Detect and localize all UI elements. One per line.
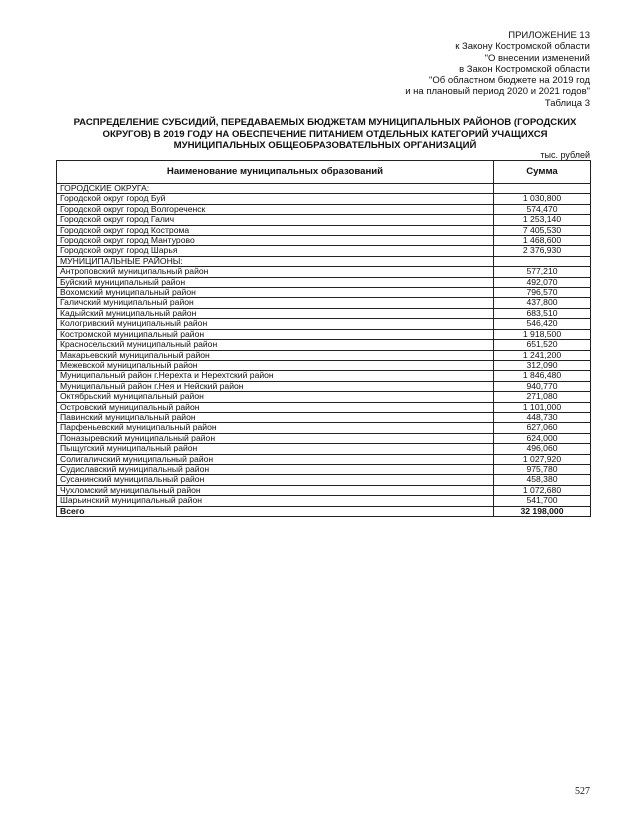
- document-title: РАСПРЕДЕЛЕНИЕ СУБСИДИЙ, ПЕРЕДАВАЕМЫХ БЮДЖЕТАМ МУНИЦИПАЛЬНЫХ РАЙОНОВ (ГОРОДСКИХ ОКРУГОВ) В 2019 ГОДУ НА ОБЕСПЕЧЕНИЕ ПИТАНИЕМ ОТДЕЛЬНЫХ КАТЕГОРИЙ УЧАЩИХСЯ МУНИЦИПАЛЬНЫХ ОБЩЕОБРАЗОВАТЕЛЬНЫХ ОРГАНИЗАЦИЙ: [73, 117, 577, 151]
- municipality-name: Пыщугский муниципальный район: [57, 444, 494, 454]
- municipality-name: Красносельский муниципальный район: [57, 340, 494, 350]
- subsidy-amount: 975,780: [494, 464, 591, 474]
- municipality-name: Галичский муниципальный район: [57, 298, 494, 308]
- table-row: [57, 319, 591, 329]
- table-row: [57, 246, 591, 256]
- municipality-name: Антроповский муниципальный район: [57, 267, 494, 277]
- municipality-name: Судиславский муниципальный район: [57, 464, 494, 474]
- table-row: [57, 184, 591, 194]
- table-row: [57, 277, 591, 287]
- header-line: к Закону Костромской области: [455, 41, 590, 53]
- page-number: 527: [575, 786, 590, 797]
- subsidy-amount: 2 376,930: [494, 246, 591, 256]
- subsidy-amount: [494, 184, 591, 194]
- municipality-name: Городской округ город Волгореченск: [57, 204, 494, 214]
- subsidy-amount: 1 241,200: [494, 350, 591, 360]
- subsidy-amount: 651,520: [494, 340, 591, 350]
- municipality-name: Парфеньевский муниципальный район: [57, 423, 494, 433]
- municipality-name: Поназыревский муниципальный район: [57, 433, 494, 443]
- subsidy-amount: 1 072,680: [494, 485, 591, 495]
- table-body: [57, 184, 591, 517]
- municipality-name: Межевской муниципальный район: [57, 360, 494, 370]
- municipality-name: Городской округ город Галич: [57, 215, 494, 225]
- subsidy-amount: 1 027,920: [494, 454, 591, 464]
- subsidy-amount: 1 918,500: [494, 329, 591, 339]
- municipality-name: Костромской муниципальный район: [57, 329, 494, 339]
- subsidy-amount: 627,060: [494, 423, 591, 433]
- municipality-name: Муниципальный район г.Нерехта и Нерехтский район: [57, 371, 494, 381]
- table-row: [57, 412, 591, 422]
- table-row: [57, 225, 591, 235]
- subsidy-amount: 458,380: [494, 475, 591, 485]
- units-label: тыс. рублей: [540, 150, 590, 160]
- table-row: [57, 288, 591, 298]
- municipality-name: Городской округ город Мантурово: [57, 236, 494, 246]
- subsidy-amount: [494, 256, 591, 266]
- municipality-name: МУНИЦИПАЛЬНЫЕ РАЙОНЫ:: [57, 256, 494, 266]
- municipality-name: Буйский муниципальный район: [57, 277, 494, 287]
- column-header-name: Наименование муниципальных образований: [57, 161, 494, 184]
- municipality-name: Солигаличский муниципальный район: [57, 454, 494, 464]
- municipality-name: Павинский муниципальный район: [57, 412, 494, 422]
- table-row: [57, 444, 591, 454]
- subsidy-amount: 1 468,600: [494, 236, 591, 246]
- subsidy-amount: 496,060: [494, 444, 591, 454]
- document-header: [405, 30, 590, 109]
- municipality-name: ГОРОДСКИЕ ОКРУГА:: [57, 184, 494, 194]
- table-row: [57, 329, 591, 339]
- table-row: [57, 194, 591, 204]
- table-header-row: [57, 161, 591, 184]
- table-row: [57, 298, 591, 308]
- table-row: [57, 496, 591, 506]
- subsidy-amount: 541,700: [494, 496, 591, 506]
- header-line: Таблица 3: [544, 97, 590, 109]
- subsidy-amount: 1 253,140: [494, 215, 591, 225]
- subsidy-amount: 940,770: [494, 381, 591, 391]
- table-row: [57, 204, 591, 214]
- table-row: [57, 308, 591, 318]
- table-row: [57, 433, 591, 443]
- municipality-name: Вохомский муниципальный район: [57, 288, 494, 298]
- header-line: ПРИЛОЖЕНИЕ 13: [508, 30, 590, 41]
- table-row: [57, 381, 591, 391]
- municipality-name: Макарьевский муниципальный район: [57, 350, 494, 360]
- municipality-name: Чухломский муниципальный район: [57, 485, 494, 495]
- total-row: [57, 506, 591, 516]
- subsidy-amount: 546,420: [494, 319, 591, 329]
- table-row: [57, 360, 591, 370]
- table-row: [57, 475, 591, 485]
- table-row: [57, 423, 591, 433]
- subsidy-table: [56, 160, 591, 517]
- subsidy-amount: 437,800: [494, 298, 591, 308]
- table-row: [57, 402, 591, 412]
- municipality-name: Городской округ город Кострома: [57, 225, 494, 235]
- table-row: [57, 464, 591, 474]
- subsidy-amount: 624,000: [494, 433, 591, 443]
- subsidy-amount: 796,570: [494, 288, 591, 298]
- table-row: [57, 485, 591, 495]
- table-row: [57, 267, 591, 277]
- subsidy-amount: 1 846,480: [494, 371, 591, 381]
- subsidy-amount: 312,090: [494, 360, 591, 370]
- municipality-name: Кологривский муниципальный район: [57, 319, 494, 329]
- total-amount: 32 198,000: [494, 506, 591, 516]
- header-line: в Закон Костромской области: [459, 63, 590, 75]
- municipality-name: Островский муниципальный район: [57, 402, 494, 412]
- subsidy-amount: 271,080: [494, 392, 591, 402]
- municipality-name: Шарьинский муниципальный район: [57, 496, 494, 506]
- municipality-name: Октябрьский муниципальный район: [57, 392, 494, 402]
- table-row: [57, 371, 591, 381]
- header-line: и на плановый период 2020 и 2021 годов": [405, 86, 590, 98]
- municipality-name: Сусанинский муниципальный район: [57, 475, 494, 485]
- subsidy-amount: 1 101,000: [494, 402, 591, 412]
- table-row: [57, 350, 591, 360]
- column-header-sum: Сумма: [494, 161, 591, 184]
- subsidy-amount: 1 030,800: [494, 194, 591, 204]
- header-line: "О внесении изменений: [484, 52, 590, 64]
- subsidy-amount: 683,510: [494, 308, 591, 318]
- subsidy-amount: 577,210: [494, 267, 591, 277]
- municipality-name: Муниципальный район г.Нея и Нейский район: [57, 381, 494, 391]
- table-row: [57, 236, 591, 246]
- subsidy-amount: 574,470: [494, 204, 591, 214]
- subsidy-amount: 448,730: [494, 412, 591, 422]
- table-row: [57, 454, 591, 464]
- table-row: [57, 392, 591, 402]
- table-row: [57, 340, 591, 350]
- subsidy-amount: 492,070: [494, 277, 591, 287]
- municipality-name: Городской округ город Шарья: [57, 246, 494, 256]
- total-label: Всего: [57, 506, 494, 516]
- municipality-name: Городской округ город Буй: [57, 194, 494, 204]
- municipality-name: Кадыйский муниципальный район: [57, 308, 494, 318]
- table-row: [57, 215, 591, 225]
- subsidy-amount: 7 405,530: [494, 225, 591, 235]
- header-line: "Об областном бюджете на 2019 год: [429, 75, 590, 87]
- table-row: [57, 256, 591, 266]
